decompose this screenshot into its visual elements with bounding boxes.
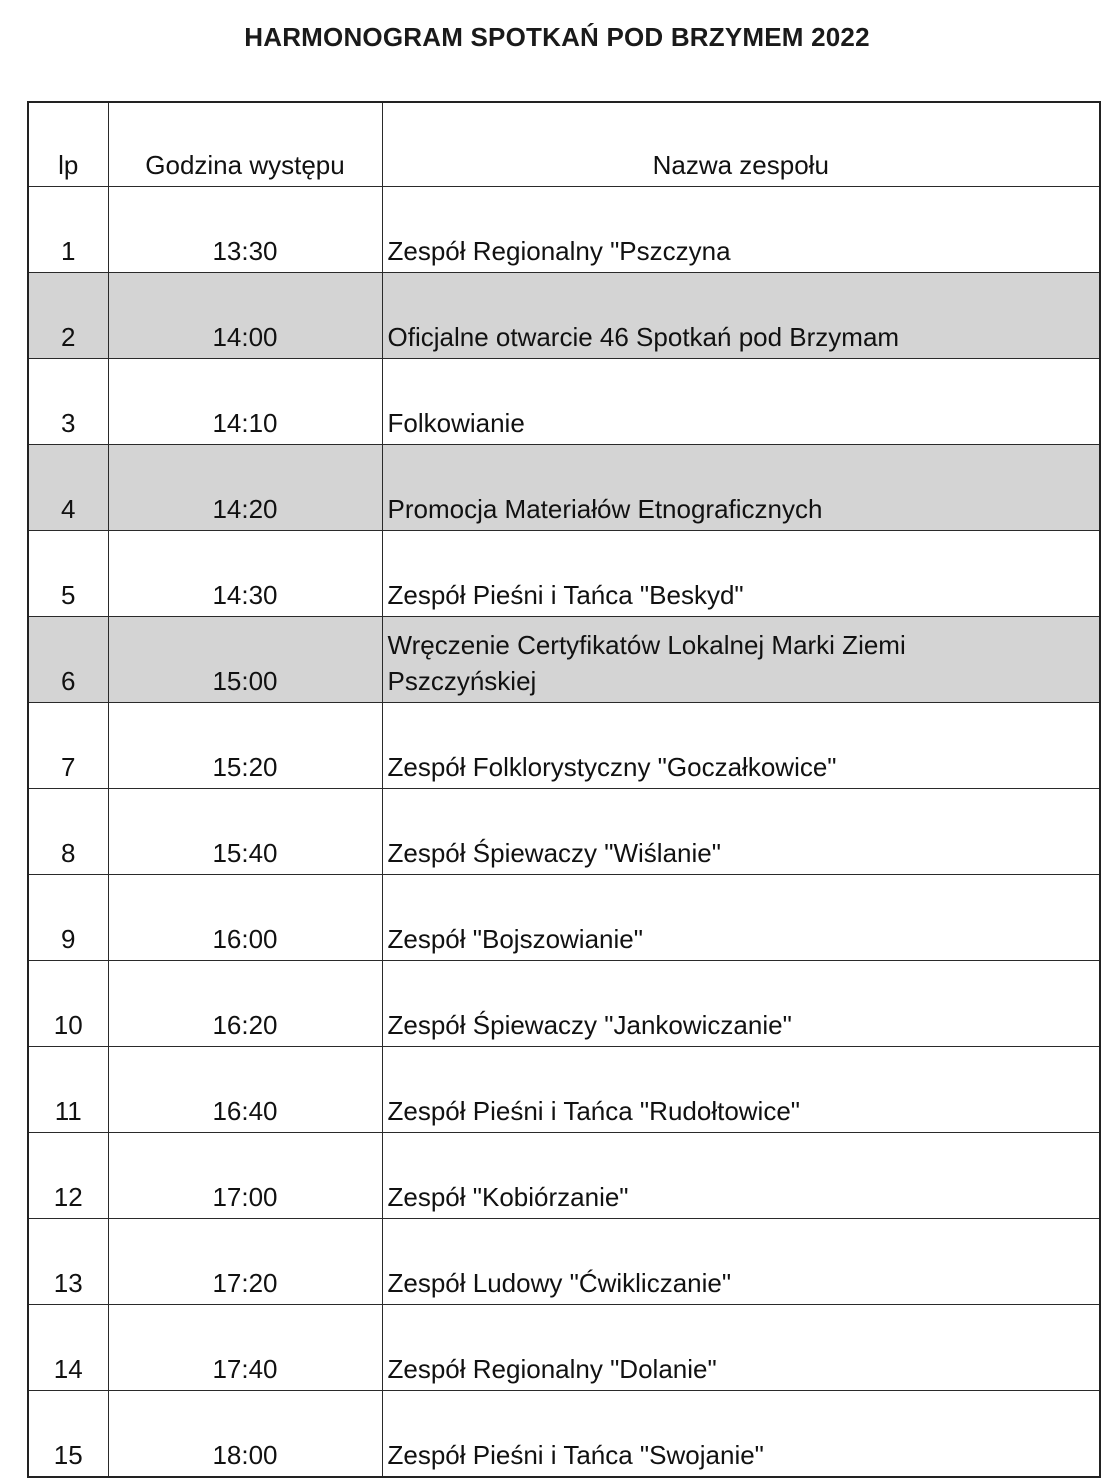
table-row [28, 359, 1100, 445]
ensemble-name: Zespół Regionalny "Dolanie" [382, 1305, 1100, 1391]
table-header-row [28, 102, 1100, 187]
performance-time: 14:00 [108, 273, 382, 359]
table-row [28, 703, 1100, 789]
row-number: 13 [28, 1219, 108, 1305]
column-header-name: Nazwa zespołu [382, 102, 1100, 187]
ensemble-name [382, 617, 1100, 703]
row-number: 5 [28, 531, 108, 617]
row-number: 14 [28, 1305, 108, 1391]
performance-time: 16:20 [108, 961, 382, 1047]
ensemble-name: Zespół Folklorystyczny "Goczałkowice" [382, 703, 1100, 789]
column-header-time: Godzina występu [108, 102, 382, 187]
row-number: 1 [28, 187, 108, 273]
ensemble-name: Zespół Pieśni i Tańca "Beskyd" [382, 531, 1100, 617]
performance-time: 14:10 [108, 359, 382, 445]
performance-time: 16:00 [108, 875, 382, 961]
ensemble-name: Zespół "Kobiórzanie" [382, 1133, 1100, 1219]
performance-time: 16:40 [108, 1047, 382, 1133]
schedule-table [27, 101, 1101, 1478]
table-row [28, 531, 1100, 617]
performance-time: 13:30 [108, 187, 382, 273]
row-number: 11 [28, 1047, 108, 1133]
ensemble-name: Zespół Pieśni i Tańca "Rudołtowice" [382, 1047, 1100, 1133]
page-title: HARMONOGRAM SPOTKAŃ POD BRZYMEM 2022 [244, 22, 870, 52]
table-row [28, 617, 1100, 703]
ensemble-name: Zespół Śpiewaczy "Wiślanie" [382, 789, 1100, 875]
ensemble-name: Zespół "Bojszowianie" [382, 875, 1100, 961]
ensemble-name: Zespół Ludowy "Ćwikliczanie" [382, 1219, 1100, 1305]
table-row [28, 1219, 1100, 1305]
ensemble-name: Zespół Śpiewaczy "Jankowiczanie" [382, 961, 1100, 1047]
ensemble-name: Folkowianie [382, 359, 1100, 445]
performance-time: 14:20 [108, 445, 382, 531]
table-row [28, 789, 1100, 875]
performance-time: 15:00 [108, 617, 382, 703]
row-number: 9 [28, 875, 108, 961]
table-row [28, 1047, 1100, 1133]
table-row [28, 875, 1100, 961]
performance-time: 14:30 [108, 531, 382, 617]
ensemble-name: Zespół Pieśni i Tańca "Swojanie" [382, 1391, 1100, 1478]
ensemble-name-line-2: Pszczyńskiej [387, 666, 537, 696]
table-row [28, 1305, 1100, 1391]
row-number: 6 [28, 617, 108, 703]
ensemble-name: Oficjalne otwarcie 46 Spotkań pod Brzymam [382, 273, 1100, 359]
row-number: 12 [28, 1133, 108, 1219]
performance-time: 17:00 [108, 1133, 382, 1219]
performance-time: 18:00 [108, 1391, 382, 1478]
row-number: 10 [28, 961, 108, 1047]
table-row [28, 445, 1100, 531]
performance-time: 17:40 [108, 1305, 382, 1391]
table-row [28, 961, 1100, 1047]
table-row [28, 273, 1100, 359]
performance-time: 17:20 [108, 1219, 382, 1305]
ensemble-name-line-1: Wręczenie Certyfikatów Lokalnej Marki Ziemi [387, 630, 906, 660]
row-number: 4 [28, 445, 108, 531]
row-number: 8 [28, 789, 108, 875]
row-number: 3 [28, 359, 108, 445]
table-row [28, 1391, 1100, 1478]
performance-time: 15:20 [108, 703, 382, 789]
performance-time: 15:40 [108, 789, 382, 875]
ensemble-name: Promocja Materiałów Etnograficznych [382, 445, 1100, 531]
column-header-lp: lp [28, 102, 108, 187]
table-row [28, 1133, 1100, 1219]
table-row [28, 187, 1100, 273]
row-number: 15 [28, 1391, 108, 1478]
ensemble-name: Zespół Regionalny "Pszczyna [382, 187, 1100, 273]
row-number: 7 [28, 703, 108, 789]
row-number: 2 [28, 273, 108, 359]
